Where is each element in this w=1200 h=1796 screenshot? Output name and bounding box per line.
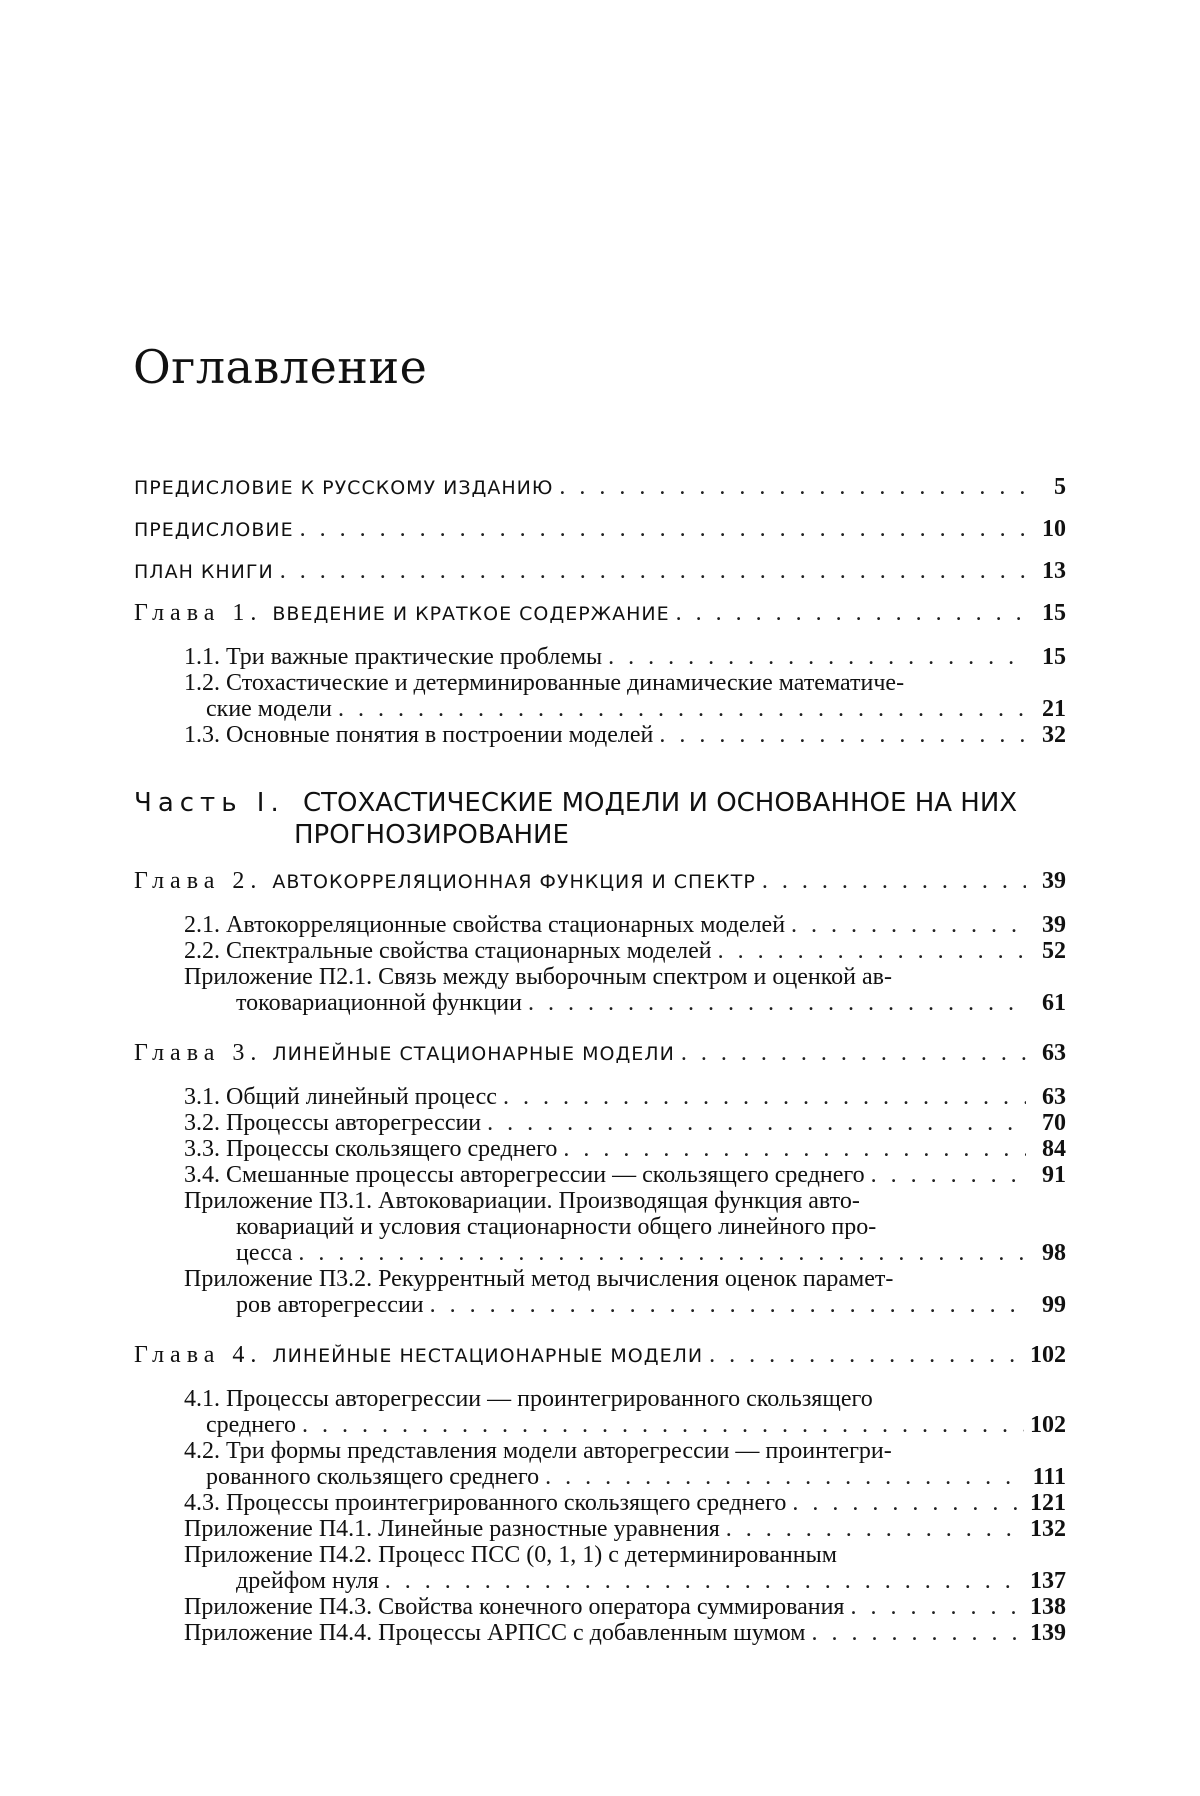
toc-entry-preface[interactable] [134, 516, 1066, 543]
toc-section-2-2[interactable] [184, 938, 1066, 964]
dot-leader [791, 912, 1026, 938]
toc-appendix-p4-2[interactable] [236, 1568, 1066, 1594]
toc-section-4-3[interactable] [184, 1490, 1066, 1516]
dot-leader [681, 1040, 1026, 1066]
toc-appendix-p4-4[interactable] [184, 1620, 1066, 1646]
page-number: 15 [1042, 600, 1066, 626]
entry-label: среднего [206, 1412, 296, 1438]
page-number: 13 [1042, 558, 1066, 584]
toc-appendix-p3-2[interactable] [236, 1292, 1066, 1318]
page-number: 39 [1042, 912, 1066, 938]
toc-appendix-p3-1-line2[interactable]: ковариаций и условия стационарности общего линейного про- [236, 1214, 877, 1240]
chapter-prefix: Глава 4. [134, 1342, 263, 1368]
page-number: 63 [1042, 1084, 1066, 1110]
dot-leader [608, 644, 1026, 670]
toc-section-3-3[interactable] [184, 1136, 1066, 1162]
dot-leader [302, 1412, 1024, 1438]
toc-section-1-1[interactable] [184, 644, 1066, 670]
toc-appendix-p3-1[interactable] [236, 1240, 1066, 1266]
toc-section-1-2-line1[interactable]: 1.2. Стохастические и детерминированные динамические математиче- [184, 670, 905, 696]
page-number: 132 [1030, 1516, 1066, 1542]
page-number: 121 [1030, 1490, 1066, 1516]
entry-label: 1.3. Основные понятия в построении моделей [184, 722, 654, 748]
dot-leader [528, 990, 1026, 1016]
toc-section-4-1[interactable] [206, 1412, 1066, 1438]
page-number: 61 [1042, 990, 1066, 1016]
toc-section-2-1[interactable] [184, 912, 1066, 938]
dot-leader [545, 1464, 1026, 1490]
dot-leader [559, 474, 1026, 500]
page-number: 102 [1030, 1342, 1066, 1368]
entry-label: 3.4. Смешанные процессы авторегрессии — скользящего среднего [184, 1162, 865, 1188]
toc-entry-book-plan[interactable] [134, 558, 1066, 585]
entry-label: дрейфом нуля [236, 1568, 379, 1594]
page-number: 102 [1030, 1412, 1066, 1438]
dot-leader [430, 1292, 1026, 1318]
toc-section-4-2[interactable] [206, 1464, 1066, 1490]
part-heading[interactable] [134, 788, 1017, 818]
chapter-prefix: Глава 2. [134, 868, 263, 894]
page-number: 99 [1042, 1292, 1066, 1318]
entry-label: 3.1. Общий линейный процесс [184, 1084, 497, 1110]
dot-leader [300, 516, 1026, 542]
page-number: 98 [1042, 1240, 1066, 1266]
toc-appendix-p2-1[interactable] [236, 990, 1066, 1016]
dot-leader [487, 1110, 1026, 1136]
entry-label: Приложение П4.4. Процессы АРПСС с добавленным шумом [184, 1620, 806, 1646]
dot-leader [792, 1490, 1024, 1516]
page-title: Оглавление [133, 340, 428, 394]
entry-label: 3.3. Процессы скользящего среднего [184, 1136, 558, 1162]
page-number: 52 [1042, 938, 1066, 964]
dot-leader [503, 1084, 1026, 1110]
page-number: 15 [1042, 644, 1066, 670]
entry-label: Приложение П4.1. Линейные разностные уравнения [184, 1516, 720, 1542]
entry-label: 2.2. Спектральные свойства стационарных моделей [184, 938, 712, 964]
chapter-prefix: Глава 1. [134, 600, 263, 626]
entry-label: 1.1. Три важные практические проблемы [184, 644, 603, 670]
entry-label: 2.1. Автокорреляционные свойства стационарных моделей [184, 912, 786, 938]
toc-appendix-p4-3[interactable] [184, 1594, 1066, 1620]
dot-leader [659, 722, 1026, 748]
toc-section-1-3[interactable] [184, 722, 1066, 748]
entry-label: Приложение П4.3. Свойства конечного оператора суммирования [184, 1594, 845, 1620]
page-number: 138 [1030, 1594, 1066, 1620]
page-number: 111 [1032, 1464, 1066, 1490]
dot-leader [385, 1568, 1024, 1594]
chapter-title: ВВЕДЕНИЕ И КРАТКОЕ СОДЕРЖАНИЕ [272, 603, 670, 625]
toc-chapter-3[interactable] [134, 1040, 1066, 1067]
page-number: 91 [1042, 1162, 1066, 1188]
dot-leader [676, 600, 1026, 626]
entry-label: ПРЕДИСЛОВИЕ К РУССКОМУ ИЗДАНИЮ [134, 477, 554, 499]
toc-chapter-4[interactable] [134, 1342, 1066, 1369]
dot-leader [871, 1162, 1026, 1188]
toc-appendix-p4-1[interactable] [184, 1516, 1066, 1542]
toc-chapter-1[interactable] [134, 600, 1066, 627]
entry-label: ские модели [206, 696, 332, 722]
part-title-line1: СТОХАСТИЧЕСКИЕ МОДЕЛИ И ОСНОВАННОЕ НА НИХ [302, 788, 1018, 818]
toc-appendix-p3-2-line1[interactable]: Приложение П3.2. Рекуррентный метод вычисления оценок парамет- [184, 1266, 894, 1292]
entry-label: 3.2. Процессы авторегрессии [184, 1110, 482, 1136]
toc-appendix-p4-2-line1[interactable]: Приложение П4.2. Процесс ПСС (0, 1, 1) с детерминированным [184, 1542, 837, 1568]
entry-label: цесса [236, 1240, 293, 1266]
toc-chapter-2[interactable] [134, 868, 1066, 895]
entry-label: токовариационной функции [236, 990, 522, 1016]
page-number: 39 [1042, 868, 1066, 894]
entry-label: ров авторегрессии [236, 1292, 424, 1318]
entry-label: 4.3. Процессы проинтегрированного скользящего среднего [184, 1490, 787, 1516]
dot-leader [280, 558, 1026, 584]
toc-section-3-2[interactable] [184, 1110, 1066, 1136]
toc-appendix-p3-1-line1[interactable]: Приложение П3.1. Автоковариации. Производящая функция авто- [184, 1188, 860, 1214]
part-title-line2: ПРОГНОЗИРОВАНИЕ [294, 820, 569, 850]
toc-section-1-2[interactable] [206, 696, 1066, 722]
dot-leader [709, 1342, 1024, 1368]
dot-leader [338, 696, 1026, 722]
page-number: 10 [1042, 516, 1066, 542]
dot-leader [762, 868, 1026, 894]
toc-section-4-2-line1[interactable]: 4.2. Три формы представления модели авторегрессии — проинтегри- [184, 1438, 892, 1464]
dot-leader [811, 1620, 1024, 1646]
dot-leader [298, 1240, 1026, 1266]
page-number: 84 [1042, 1136, 1066, 1162]
entry-label: ПРЕДИСЛОВИЕ [134, 519, 294, 541]
toc-appendix-p2-1-line1[interactable]: Приложение П2.1. Связь между выборочным спектром и оценкой ав- [184, 964, 892, 990]
chapter-prefix: Глава 3. [134, 1040, 263, 1066]
chapter-title: АВТОКОРРЕЛЯЦИОННАЯ ФУНКЦИЯ И СПЕКТР [272, 871, 756, 893]
toc-section-3-4[interactable] [184, 1162, 1066, 1188]
entry-label: рованного скользящего среднего [206, 1464, 540, 1490]
dot-leader [726, 1516, 1024, 1542]
chapter-title: ЛИНЕЙНЫЕ СТАЦИОНАРНЫЕ МОДЕЛИ [272, 1043, 675, 1065]
page-number: 32 [1042, 722, 1066, 748]
part-prefix: Часть I. [134, 788, 285, 818]
chapter-title: ЛИНЕЙНЫЕ НЕСТАЦИОНАРНЫЕ МОДЕЛИ [272, 1345, 704, 1367]
page-number: 137 [1030, 1568, 1066, 1594]
dot-leader [850, 1594, 1024, 1620]
page-number: 70 [1042, 1110, 1066, 1136]
toc-section-3-1[interactable] [184, 1084, 1066, 1110]
toc-section-4-1-line1[interactable]: 4.1. Процессы авторегрессии — проинтегрированного скользящего [184, 1386, 873, 1412]
page-number: 5 [1054, 474, 1066, 500]
entry-label: ПЛАН КНИГИ [134, 561, 274, 583]
toc-entry-preface-russian[interactable] [134, 474, 1066, 501]
dot-leader [718, 938, 1026, 964]
page-number: 21 [1042, 696, 1066, 722]
dot-leader [563, 1136, 1026, 1162]
page-number: 63 [1042, 1040, 1066, 1066]
page-number: 139 [1030, 1620, 1066, 1646]
